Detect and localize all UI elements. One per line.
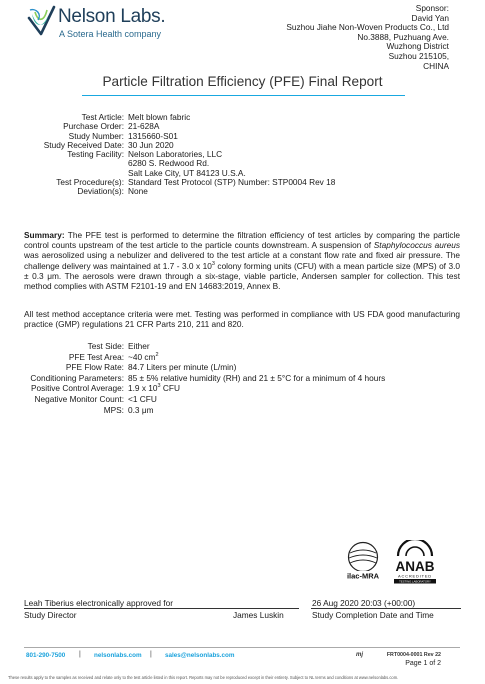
param-row-mps — [0, 405, 485, 416]
detail-label: Study Number: — [68, 130, 124, 141]
footer-divider — [24, 647, 460, 648]
positive-unit: CFU — [160, 383, 180, 394]
detail-row-deviations — [0, 187, 485, 196]
detail-label: Test Article: — [81, 112, 124, 122]
form-number: FRT0004-0001 Rev 22 — [386, 652, 441, 658]
completion-date-label: Study Completion Date and Time — [312, 610, 434, 620]
summary-text-2: was aerosolized using a nebulizer and delivered to the test article at a constant flow rate and fixed air pressure. The challenge delivery was maintained at 1.7 - 3.0 x 10 — [24, 250, 460, 271]
facility-city: Salt Lake City, UT 84123 U.S.A. — [128, 167, 246, 178]
param-label: Negative Monitor Count: — [34, 393, 124, 404]
date-line — [311, 608, 461, 609]
area-value: ~40 cm — [128, 351, 156, 362]
footer-separator: | — [150, 651, 152, 658]
facility-street: 6280 S. Redwood Rd. — [128, 158, 210, 169]
detail-label: Test Procedure(s): — [56, 177, 124, 188]
footer-website[interactable]: nelsonlabs.com — [94, 652, 142, 659]
report-initials: mj — [356, 652, 364, 658]
param-value: Either — [128, 341, 150, 351]
nelson-labs-logo — [26, 4, 196, 44]
nelson-labs-mark-icon — [26, 4, 56, 38]
param-label: Conditioning Parameters: — [30, 372, 124, 383]
detail-label: Purchase Order: — [63, 121, 124, 132]
study-director-label: Study Director — [24, 610, 77, 620]
test-parameters — [0, 341, 485, 415]
param-value: <1 CFU — [128, 393, 157, 404]
param-value — [128, 352, 159, 363]
anab-testing-lab: TESTING LABORATORY — [399, 579, 431, 584]
param-label: MPS: — [103, 404, 124, 415]
logo-name: Nelson Labs. — [58, 6, 166, 27]
sponsor-block — [286, 4, 449, 71]
sponsor-contact: David Yan — [411, 12, 449, 23]
param-row-test-side — [0, 341, 485, 352]
approval-text: Leah Tiberius electronically approved for — [24, 598, 173, 608]
facility-name: Nelson Laboratories, LLC — [128, 149, 223, 160]
detail-label: Study Received Date: — [43, 139, 124, 150]
sponsor-country: CHINA — [423, 60, 449, 71]
positive-value: 1.9 x 10 — [128, 383, 158, 394]
sponsor-company: Suzhou Jiahe Non-Woven Products Co., Ltd — [286, 22, 449, 33]
sponsor-city: Suzhou 215105, — [388, 50, 449, 61]
ilac-text: ilac-MRA — [346, 571, 380, 581]
param-value: 0.3 μm — [128, 404, 154, 415]
detail-value: Melt blown fabric — [128, 112, 191, 122]
summary-heading: Summary: — [24, 230, 65, 240]
anab-text: ANAB — [395, 559, 435, 574]
param-row-positive-control — [0, 383, 485, 394]
sponsor-label: Sponsor: — [415, 3, 449, 13]
footer-separator: | — [79, 651, 81, 658]
ilac-mra-logo — [343, 541, 383, 583]
sponsor-street: No.3888, Puzhuang Ave. — [357, 31, 449, 42]
detail-label: Testing Facility: — [67, 149, 124, 160]
area-exponent: 2 — [155, 351, 159, 358]
summary-text-1: The PFE test is performed to determine the filtration efficiency of test articles by comparing the particle control counts upstream of the test article to the particle counts downstream. A suspension of — [24, 230, 460, 251]
summary-exponent: 3 — [211, 260, 215, 267]
param-value: 85 ± 5% relative humidity (RH) and 21 ± 5°C for a minimum of 4 hours — [128, 372, 386, 383]
footer-disclaimer: These results apply to the samples as received and relate only to the test article listed in this report. Reports may not be reproduced except in their entirety. Subject to NL terms and conditions at www.nelsonlabs.com. — [8, 675, 399, 680]
param-value — [128, 383, 180, 394]
positive-exponent: 3 — [157, 383, 161, 390]
footer-phone: 801-290-7500 — [26, 652, 66, 659]
sponsor-district: Wuzhong District — [386, 41, 449, 52]
param-label: Positive Control Average: — [30, 383, 124, 394]
anab-accredited: ACCREDITED — [397, 573, 433, 579]
summary-paragraph — [24, 230, 460, 291]
param-row-conditioning — [0, 373, 485, 384]
detail-value: 30 Jun 2020 — [128, 139, 174, 150]
detail-value — [128, 150, 246, 178]
detail-value: None — [128, 186, 148, 197]
summary-text-3: colony forming units (CFU) with a mean particle size (MPS) of 3.0 ± 0.3 μm. The aerosols were drawn through a six-stage, viable particle, Andersen sampler for collection. This test method complies with ASTM F2101-19 and EN 14683:2019, Annex B. — [24, 260, 460, 292]
logo-tagline: A Sotera Health company — [59, 29, 162, 39]
acceptance-paragraph: All test method acceptance criteria were met. Testing was performed in compliance with US FDA good manufacturing practice (GMP) regulations 21 CFR Parts 210, 211 and 820. — [24, 309, 460, 330]
detail-row-testing-facility — [0, 150, 485, 178]
param-label: Test Side: — [87, 341, 124, 351]
anab-logo — [390, 540, 440, 584]
detail-value: 21-628A — [128, 121, 160, 132]
detail-row-procedures — [0, 178, 485, 187]
param-row-flow-rate — [0, 362, 485, 373]
param-value: 84.7 Liters per minute (L/min) — [128, 362, 237, 373]
title-divider — [82, 95, 405, 96]
detail-value: Standard Test Protocol (STP) Number: STP0004 Rev 18 — [128, 177, 336, 188]
report-title: Particle Filtration Efficiency (PFE) Final Report — [102, 74, 383, 89]
study-details — [0, 113, 485, 197]
page-number: Page 1 of 2 — [405, 660, 441, 667]
param-label: PFE Test Area: — [68, 351, 124, 362]
completion-date: 26 Aug 2020 20:03 (+00:00) — [312, 598, 416, 608]
study-director-name: James Luskin — [233, 610, 284, 620]
signature-line — [24, 608, 299, 609]
detail-label: Deviation(s): — [77, 186, 124, 197]
param-row-negative-monitor — [0, 394, 485, 405]
param-row-test-area — [0, 352, 485, 363]
footer-email[interactable]: sales@nelsonlabs.com — [165, 652, 235, 659]
detail-value: 1315660-S01 — [128, 130, 178, 141]
param-label: PFE Flow Rate: — [65, 362, 124, 373]
summary-organism: Staphylococcus aureus — [373, 240, 460, 251]
